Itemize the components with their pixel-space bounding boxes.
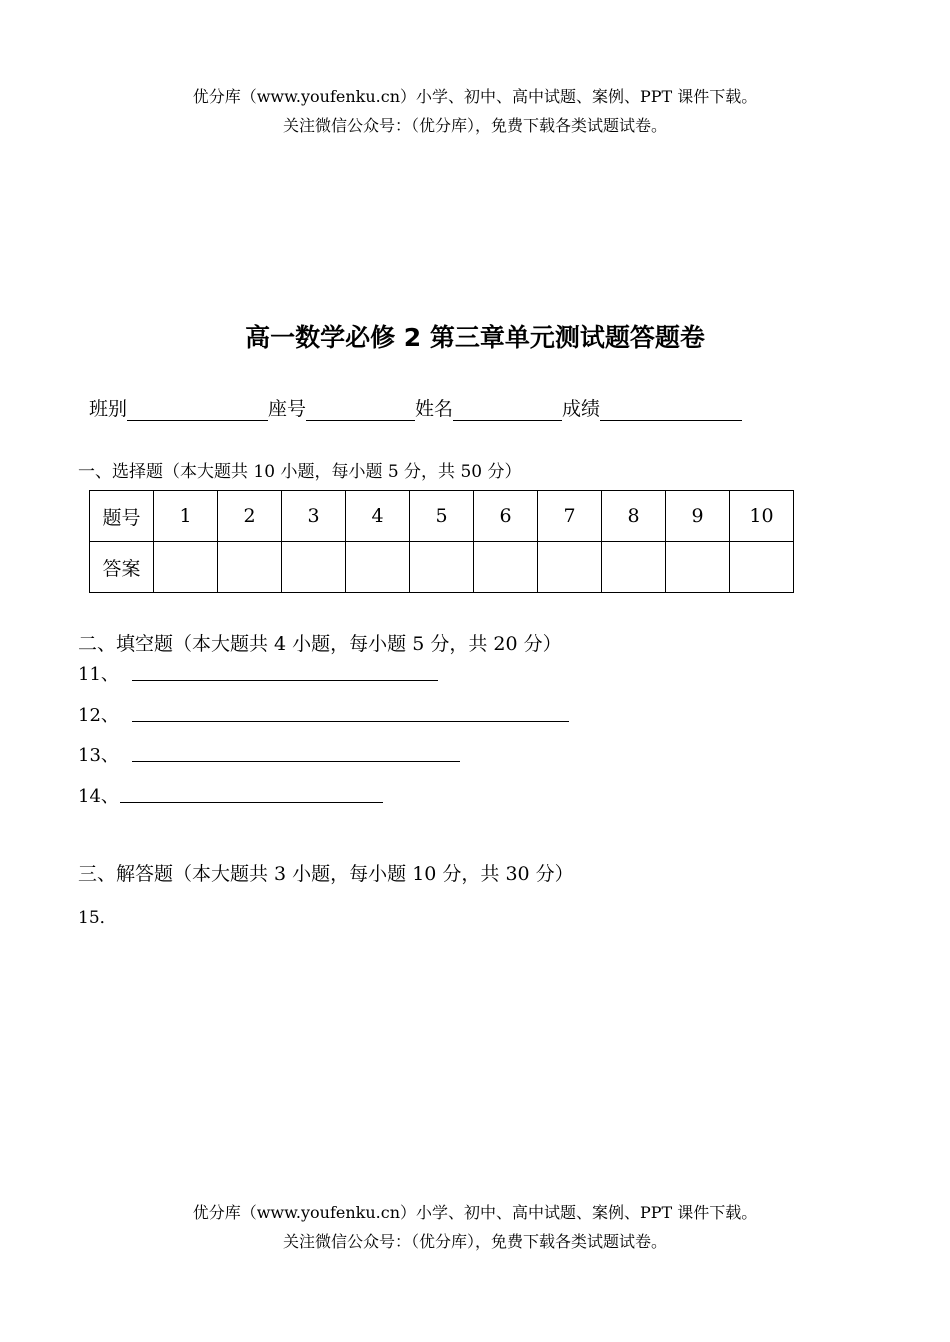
row-label-number: 题号 xyxy=(90,491,154,542)
fill-line-12[interactable] xyxy=(132,721,569,722)
page-footer xyxy=(0,1198,950,1256)
question-number-cell: 8 xyxy=(602,491,666,542)
header-line-1: 优分库（www.youfenku.cn）小学、初中、高中试题、案例、PPT 课件下载。 xyxy=(192,87,758,106)
question-number-cell: 5 xyxy=(410,491,474,542)
fill-item-number: 12、 xyxy=(78,705,119,726)
answer-cell[interactable] xyxy=(538,542,602,593)
question-number-cell: 9 xyxy=(666,491,730,542)
seat-field[interactable] xyxy=(306,398,415,421)
footer-line-1: 优分库（www.youfenku.cn）小学、初中、高中试题、案例、PPT 课件下载。 xyxy=(192,1203,758,1222)
answer-cell[interactable] xyxy=(282,542,346,593)
answer-cell[interactable] xyxy=(666,542,730,593)
fill-item-number: 14、 xyxy=(78,786,119,807)
question-number-cell: 6 xyxy=(474,491,538,542)
section-1-heading: 一、选择题（本大题共 10 小题，每小题 5 分，共 50 分） xyxy=(78,462,522,482)
header-line-2: 关注微信公众号：（优分库），免费下载各类试题试卷。 xyxy=(282,116,667,135)
section-3-heading: 三、解答题（本大题共 3 小题，每小题 10 分，共 30 分） xyxy=(78,863,574,885)
score-field[interactable] xyxy=(600,398,742,421)
question-number-cell: 10 xyxy=(730,491,794,542)
seat-label: 座号 xyxy=(268,398,307,420)
answer-cell[interactable] xyxy=(730,542,794,593)
answer-cell[interactable] xyxy=(602,542,666,593)
footer-line-2: 关注微信公众号：（优分库），免费下载各类试题试卷。 xyxy=(282,1232,667,1251)
answer-row xyxy=(90,542,794,593)
page-title: 高一数学必修 2 第三章单元测试题答题卷 xyxy=(245,323,705,352)
class-field[interactable] xyxy=(127,398,268,421)
answer-cell[interactable] xyxy=(410,542,474,593)
question-number-cell: 4 xyxy=(346,491,410,542)
answer-cell[interactable] xyxy=(154,542,218,593)
answer-cell[interactable] xyxy=(474,542,538,593)
fill-item-14 xyxy=(78,782,119,808)
answer-cell[interactable] xyxy=(218,542,282,593)
question-number-cell: 2 xyxy=(218,491,282,542)
fill-item-11 xyxy=(78,660,119,686)
choice-answer-table xyxy=(89,490,794,593)
name-label: 姓名 xyxy=(415,398,454,420)
answer-cell[interactable] xyxy=(346,542,410,593)
fill-line-14[interactable] xyxy=(120,802,383,803)
fill-line-11[interactable] xyxy=(132,680,438,681)
student-info-row xyxy=(89,394,742,421)
row-label-answer: 答案 xyxy=(90,542,154,593)
question-number-cell: 1 xyxy=(154,491,218,542)
question-number-cell: 7 xyxy=(538,491,602,542)
page-header xyxy=(0,82,950,140)
question-15-label: 15． xyxy=(78,908,117,928)
score-label: 成绩 xyxy=(562,398,601,420)
fill-item-number: 13、 xyxy=(78,745,119,766)
question-number-cell: 3 xyxy=(282,491,346,542)
fill-item-number: 11、 xyxy=(78,664,119,685)
section-2-heading: 二、填空题（本大题共 4 小题，每小题 5 分，共 20 分） xyxy=(78,633,562,655)
name-field[interactable] xyxy=(453,398,562,421)
fill-line-13[interactable] xyxy=(132,761,460,762)
question-number-row xyxy=(90,491,794,542)
fill-item-13 xyxy=(78,741,119,767)
class-label: 班别 xyxy=(89,398,128,420)
fill-item-12 xyxy=(78,701,119,727)
